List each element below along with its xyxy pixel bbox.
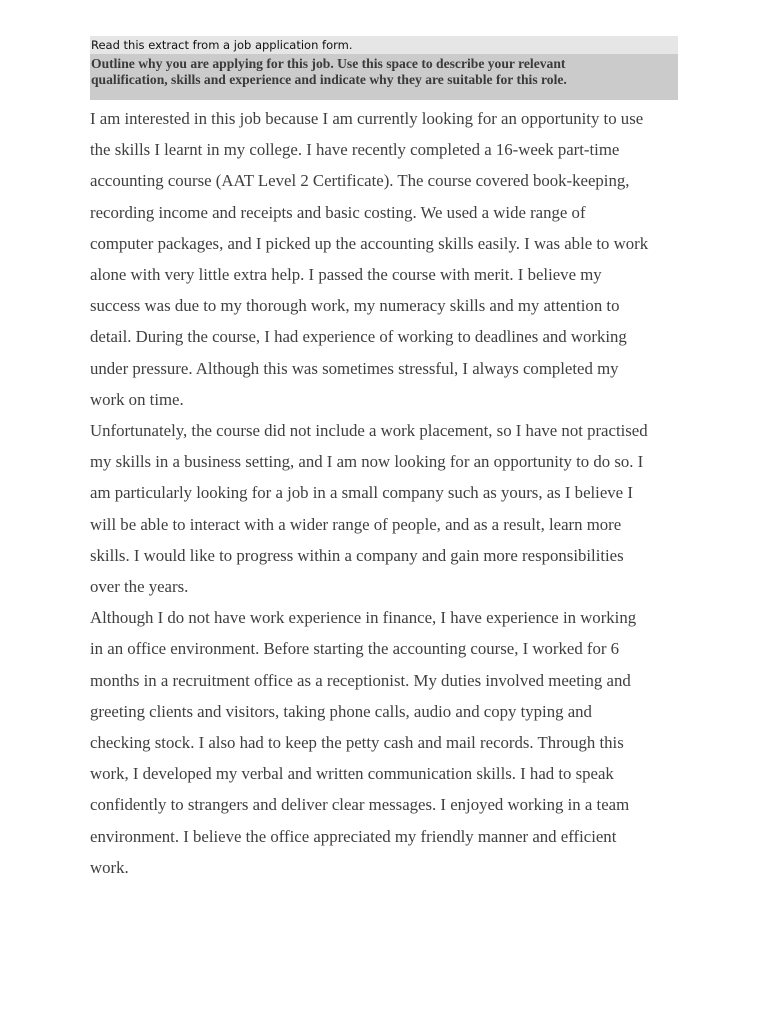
answer-line: confidently to strangers and deliver clear messages. I enjoyed working in a team [90,795,630,815]
form-prompt-box [90,54,678,100]
document-sheet [90,36,678,883]
answer-line: months in a recruitment office as a receptionist. My duties involved meeting and [90,670,631,690]
answer-line: in an office environment. Before starting the accounting course, I worked for 6 [90,639,620,659]
prompt-line: Outline why you are applying for this job. Use this space to describe your relevant [91,56,566,71]
answer-line: detail. During the course, I had experience of working to deadlines and working [90,327,627,347]
answer-line: greeting clients and visitors, taking phone calls, audio and copy typing and [90,701,592,721]
answer-line: will be able to interact with a wider range of people, and as a result, learn more [90,514,622,534]
intro-instruction: Read this extract from a job application form. [90,36,678,54]
answer-line: over the years. [90,577,189,597]
answer-line: recording income and receipts and basic costing. We used a wide range of [90,202,586,222]
answer-line: my skills in a business setting, and I am now looking for an opportunity to do so. I [90,452,644,472]
prompt-line: qualification, skills and experience and indicate why they are suitable for this role. [91,72,567,87]
answer-line: success was due to my thorough work, my numeracy skills and my attention to [90,296,620,316]
answer-line: work, I developed my verbal and written communication skills. I had to speak [90,764,614,784]
answer-line: the skills I learnt in my college. I have recently completed a 16-week part-time [90,140,620,160]
answer-line: under pressure. Although this was sometimes stressful, I always completed my [90,358,619,378]
answer-line: am particularly looking for a job in a small company such as yours, as I believe I [90,483,633,503]
answer-line: I am interested in this job because I am currently looking for an opportunity to use [90,109,644,128]
answer-line: checking stock. I also had to keep the petty cash and mail records. Through this [90,733,624,753]
answer-line: Although I do not have work experience in finance, I have experience in working [90,608,637,628]
answer-line: Unfortunately, the course did not include a work placement, so I have not practised [90,421,648,441]
answer-line: environment. I believe the office appreciated my friendly manner and efficient [90,826,617,846]
answer-line: accounting course (AAT Level 2 Certificate). The course covered book-keeping, [90,171,630,191]
answer-line: work on time. [90,389,184,409]
answer-line: work. [90,857,129,877]
answer-line: alone with very little extra help. I passed the course with merit. I believe my [90,265,602,285]
answer-line: skills. I would like to progress within a company and gain more responsibilities [90,545,624,565]
answer-text [90,103,678,883]
answer-line: computer packages, and I picked up the accounting skills easily. I was able to work [90,233,649,253]
